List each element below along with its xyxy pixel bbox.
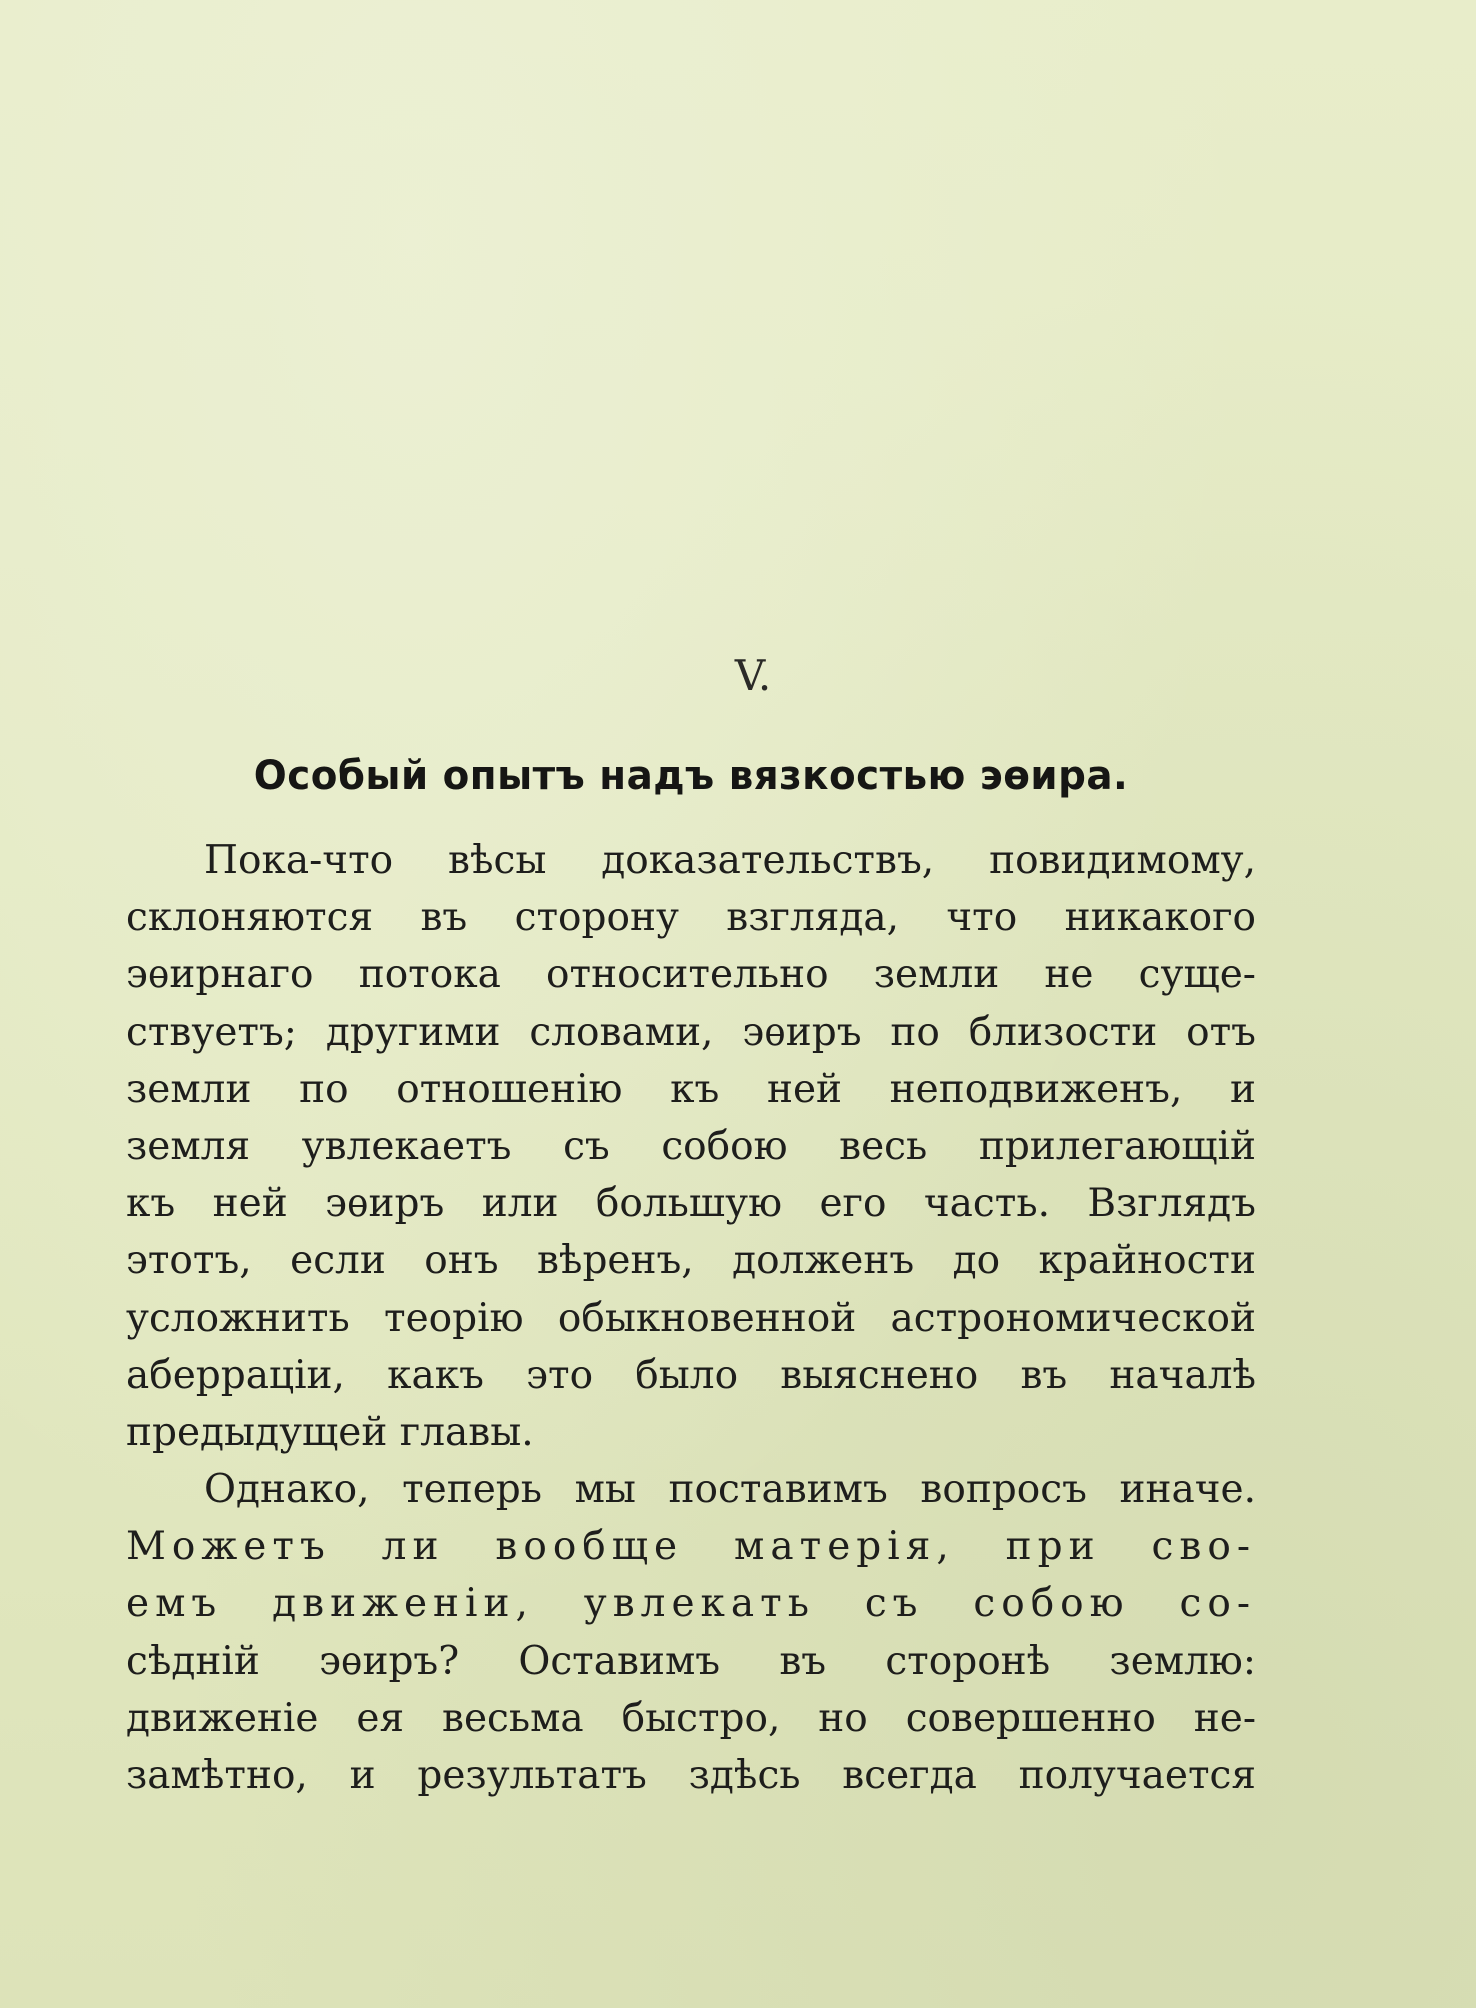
text-line: ствуетъ; другими словами, эѳиръ по близости отъ xyxy=(126,1009,1256,1055)
text-line: земли по отношенію къ ней неподвиженъ, и xyxy=(126,1066,1256,1112)
text-line: замѣтно, и результатъ здѣсь всегда получается xyxy=(126,1753,1256,1798)
text-line: Пока-что вѣсы доказательствъ, повидимому, xyxy=(204,838,1256,883)
text-line: этотъ, если онъ вѣренъ, долженъ до крайности xyxy=(126,1238,1256,1284)
chapter-title: Особый опытъ надъ вязкостью эѳира. xyxy=(253,753,1129,799)
text-line: Можетъ ли вообще матерія, при сво- xyxy=(126,1524,1256,1570)
text-line: эѳирнаго потока относительно земли не суще- xyxy=(126,952,1256,998)
paragraph-2 xyxy=(126,1461,1256,1804)
text-line: аберраціи, какъ это было выяснено въ началѣ xyxy=(126,1352,1256,1398)
text-line: предыдущей главы. xyxy=(126,1409,534,1455)
text-line: Однако, теперь мы поставимъ вопросъ иначе. xyxy=(204,1467,1256,1513)
body-text xyxy=(126,832,1256,1804)
text-line: емъ движеніи, увлекать съ собою со- xyxy=(126,1581,1256,1627)
chapter-number: V. xyxy=(734,651,772,700)
text-line: склоняются въ сторону взгляда, что никакого xyxy=(126,895,1256,941)
text-line: сѣдній эѳиръ? Оставимъ въ сторонѣ землю: xyxy=(126,1638,1256,1684)
text-line: движеніе ея весьма быстро, но совершенно не- xyxy=(126,1695,1256,1741)
text-line: къ ней эѳиръ или большую его часть. Взглядъ xyxy=(126,1181,1256,1227)
paragraph-1 xyxy=(126,832,1256,1461)
text-line: усложнить теорію обыкновенной астрономической xyxy=(126,1295,1256,1341)
text-line: земля увлекаетъ съ собою весь прилегающій xyxy=(126,1123,1256,1169)
